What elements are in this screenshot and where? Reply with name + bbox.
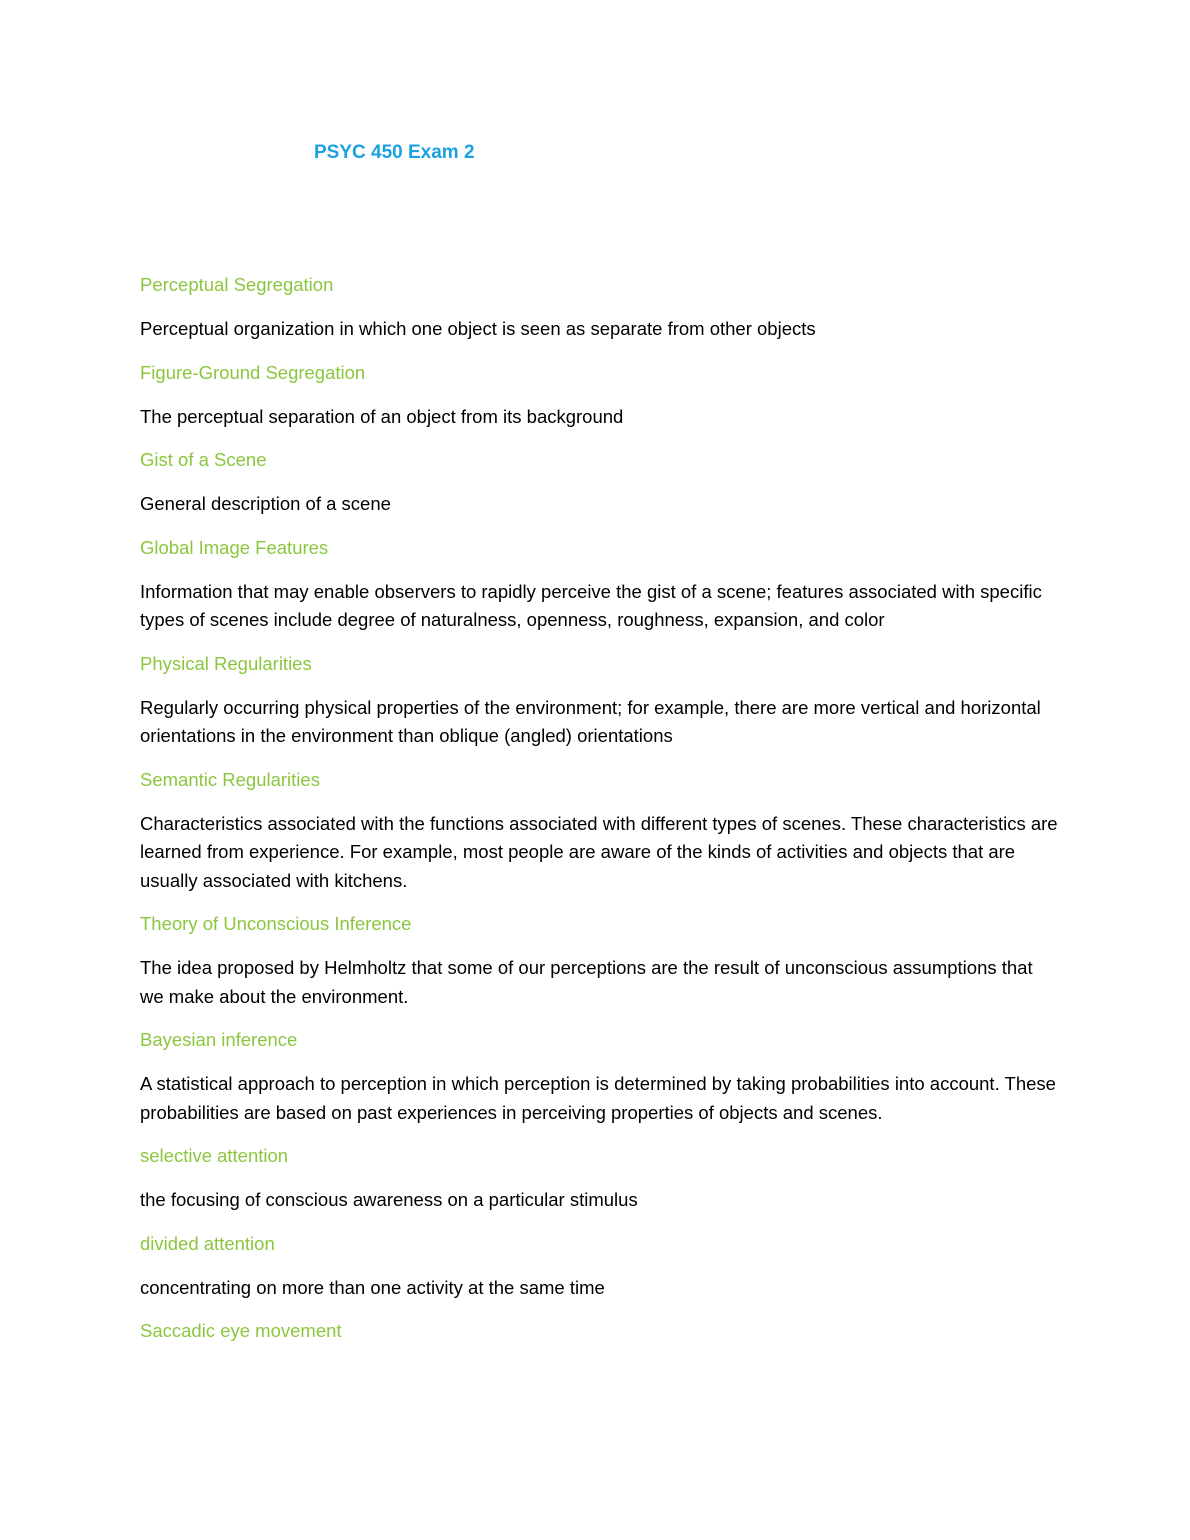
glossary-definition: concentrating on more than one activity at the same time — [140, 1276, 605, 1298]
glossary-term: Bayesian inference — [140, 1029, 298, 1050]
page-title: PSYC 450 Exam 2 — [314, 142, 475, 163]
glossary-term: Global Image Features — [140, 536, 329, 558]
glossary-entry — [140, 910, 1060, 1011]
glossary-definition: The idea proposed by Helmholtz that some of our perceptions are the result of unconscious assumptions that we make about the environment. — [140, 957, 1033, 1007]
glossary-entry — [140, 1026, 1060, 1127]
glossary-definition: Characteristics associated with the functions associated with different types of scenes. These characteristics are learned from experience. For example, most people are aware of the kinds of activities and objects that are usually associated with kitchens. — [140, 812, 1058, 891]
glossary-entry — [140, 359, 1060, 432]
glossary-definition: A statistical approach to perception in which perception is determined by taking probabilities into account. These probabilities are based on past experiences in perceiving properties of objects and scenes. — [140, 1073, 1056, 1123]
glossary-entry — [140, 650, 1060, 751]
glossary-definition: The perceptual separation of an object from its background — [140, 405, 624, 427]
glossary-definition: Regularly occurring physical properties of the environment; for example, there are more vertical and horizontal orientations in the environment than oblique (angled) orientations — [140, 696, 1041, 746]
glossary-term: Perceptual Segregation — [140, 274, 334, 295]
glossary-list — [140, 271, 1060, 1361]
glossary-term: divided attention — [140, 1232, 275, 1254]
glossary-definition: Perceptual organization in which one object is seen as separate from other objects — [140, 318, 816, 339]
glossary-term: Figure-Ground Segregation — [140, 361, 366, 383]
glossary-entry — [140, 446, 1060, 519]
glossary-entry — [140, 534, 1060, 635]
glossary-definition: Information that may enable observers to rapidly perceive the gist of a scene; features associated with specific types of scenes include degree of naturalness, openness, roughness, expansion, and color — [140, 580, 1042, 630]
glossary-definition: the focusing of conscious awareness on a particular stimulus — [140, 1189, 638, 1210]
glossary-entry — [140, 1142, 1060, 1215]
glossary-term: Gist of a Scene — [140, 449, 267, 470]
glossary-term: Semantic Regularities — [140, 768, 320, 790]
glossary-entry — [140, 271, 1060, 344]
glossary-term: Physical Regularities — [140, 652, 312, 674]
glossary-term: Saccadic eye movement — [140, 1320, 342, 1341]
glossary-term: Theory of Unconscious Inference — [140, 913, 412, 934]
glossary-entry — [140, 766, 1060, 896]
glossary-entry — [140, 1230, 1060, 1303]
glossary-definition: General description of a scene — [140, 493, 391, 514]
glossary-term: selective attention — [140, 1145, 289, 1166]
glossary-entry — [140, 1317, 1060, 1345]
